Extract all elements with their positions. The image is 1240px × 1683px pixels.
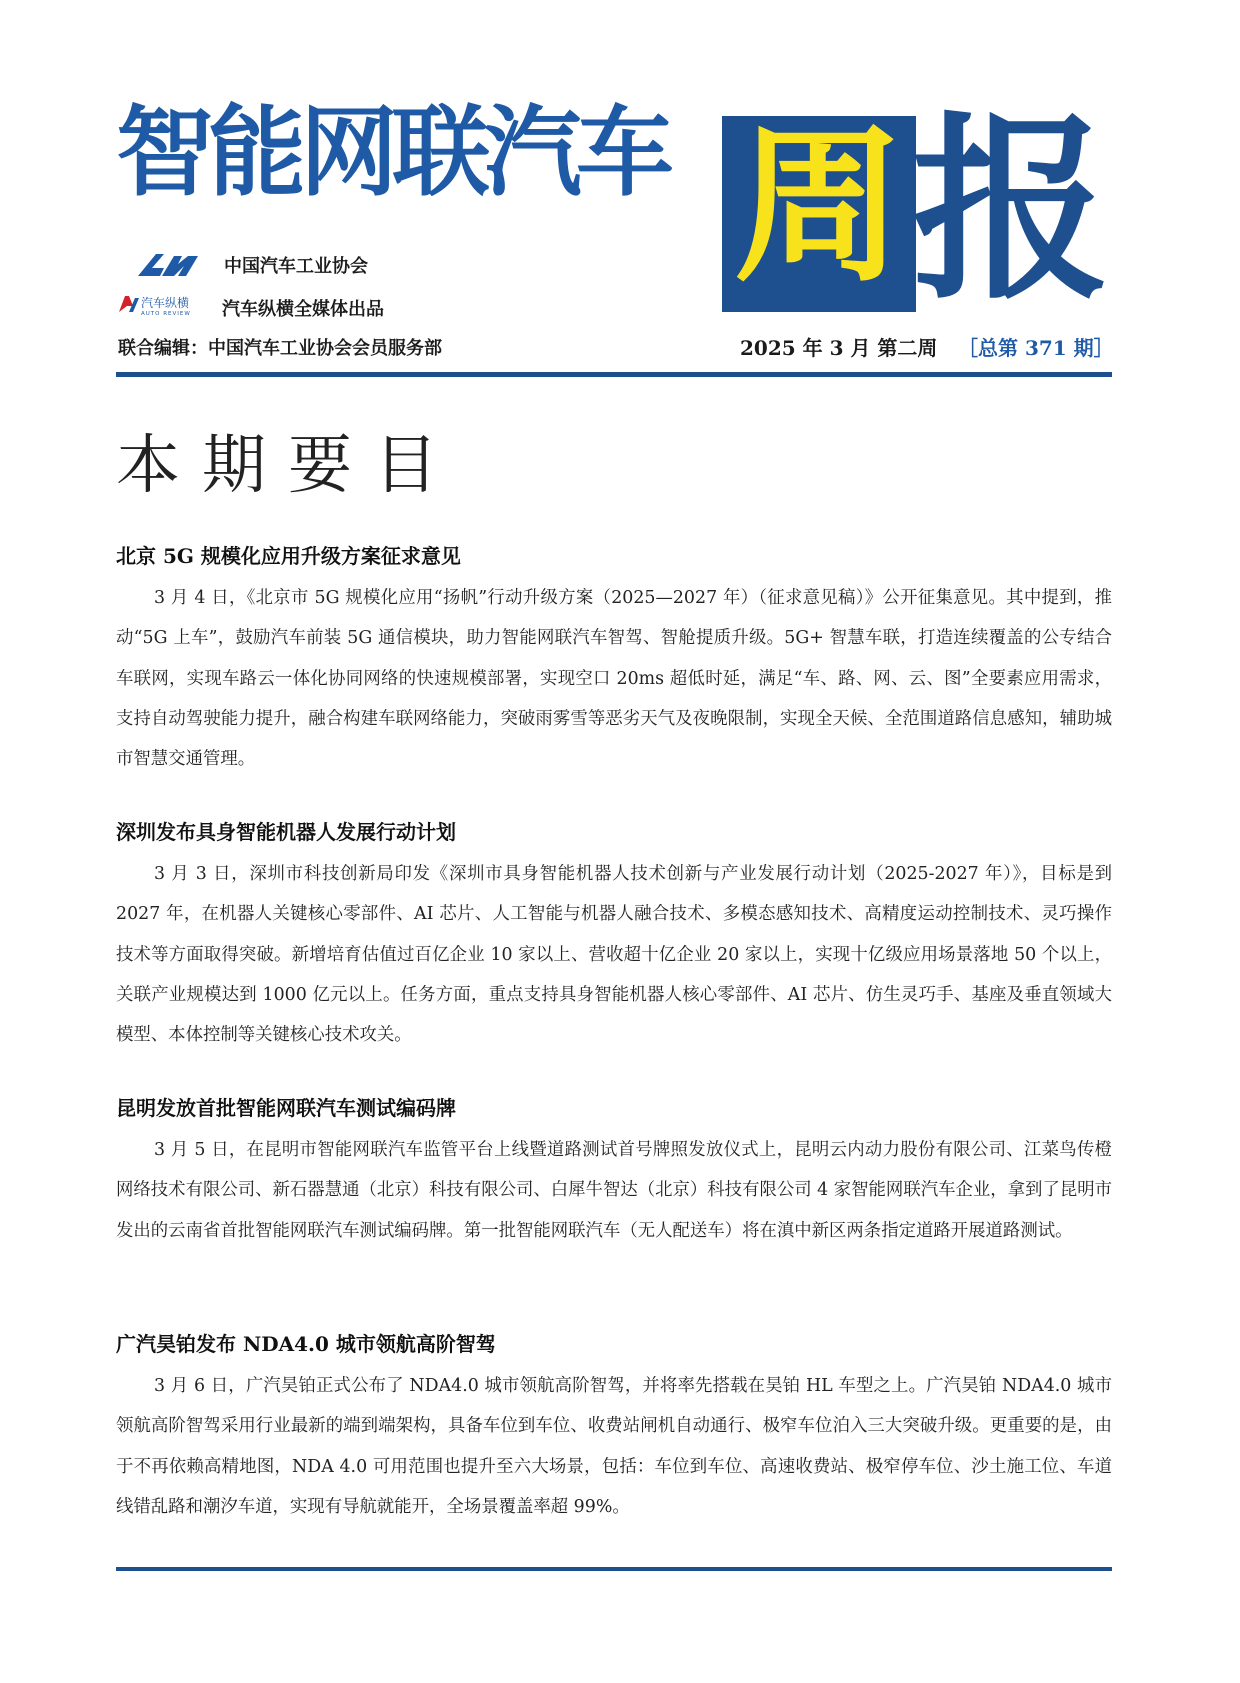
top-divider	[116, 372, 1112, 377]
issue-number: ［总第 371 期］	[958, 336, 1114, 360]
article-body: 3 月 6 日，广汽昊铂正式公布了 NDA4.0 城市领航高阶智驾，并将率先搭载在昊铂 HL 车型之上。广汽昊铂 NDA4.0 城市领航高阶智驾采用行业最新的端到端架构，具备车位到车位、收费站闸机自动通行、极窄车位泊入三大突破升级。更重要的是，由于不再依赖高精地图，NDA 4.0 可用范围也提升至六大场景，包括：车位到车位、高速收费站、极窄停车位、沙土施工位、车道线错乱路和潮汐车道，实现有导航就能开，全场景覆盖率超 99%。	[116, 1376, 1112, 1517]
article-kunming-test-plates	[116, 1092, 1112, 1328]
masthead-zhou-char: 周	[733, 116, 904, 306]
article-headline: 北京 5G 规模化应用升级方案征求意见	[116, 544, 461, 568]
article-body: 3 月 5 日，在昆明市智能网联汽车监管平台上线暨道路测试首号牌照发放仪式上，昆明云内动力股份有限公司、江菜鸟传橙网络技术有限公司、新石器慧通（北京）科技有限公司、白犀牛智达（北京）科技有限公司 4 家智能网联汽车企业，拿到了昆明市发出的云南省首批智能网联汽车测试编码牌。第一批智能网联汽车（无人配送车）将在滇中新区两条指定道路开展道路测试。	[116, 1140, 1113, 1241]
cm-logo	[134, 250, 202, 280]
masthead-zhou-block	[722, 116, 916, 312]
publisher-name: 汽车纵横全媒体出品	[222, 299, 384, 320]
article-headline: 深圳发布具身智能机器人发展行动计划	[116, 820, 456, 844]
article-shenzhen-robot	[116, 816, 1112, 1092]
masthead-bao-char: 报	[912, 95, 1110, 326]
article-gac-nda4	[116, 1328, 1112, 1527]
bottom-divider	[116, 1567, 1112, 1571]
toc-heading: 本期要目	[116, 429, 460, 503]
svg-text:汽车纵横: 汽车纵横	[141, 296, 190, 310]
article-list	[116, 540, 1112, 1527]
article-body: 3 月 3 日，深圳市科技创新局印发《深圳市具身智能机器人技术创新与产业发展行动计划（2025-2027 年）》，目标是到 2027 年，在机器人关键核心零部件、AI 芯片、人工智能与机器人融合技术、多模态感知技术、高精度运动控制技术、灵巧操作技术等方面取得突破。新增培育估值过百亿企业 10 家以上、营收超十亿企业 20 家以上，实现十亿级应用场景落地 50 个以上，关联产业规模达到 1000 亿元以上。任务方面，重点支持具身智能机器人核心零部件、AI 芯片、仿生灵巧手、基座及垂直领域大模型、本体控制等关键核心技术攻关。	[116, 864, 1112, 1046]
svg-text:AUTO REVIEW: AUTO REVIEW	[141, 311, 191, 316]
article-body: 3 月 4 日，《北京市 5G 规模化应用“扬帆”行动升级方案（2025—2027 年）（征求意见稿）》公开征集意见。其中提到，推动“5G 上车”，鼓励汽车前装 5G 通信模块，助力智能网联汽车智驾、智舱提质升级。5G+ 智慧车联，打造连续覆盖的公专结合车联网，实现车路云一体化协同网络的快速规模部署，实现空口 20ms 超低时延，满足“车、路、网、云、图”全要素应用需求，支持自动驾驶能力提升，融合构建车联网络能力，突破雨雾雪等恶劣天气及夜晚限制，实现全天候、全范围道路信息感知，辅助城市智慧交通管理。	[116, 588, 1112, 770]
auto-review-logo	[117, 294, 217, 316]
organizer-name: 中国汽车工业协会	[224, 256, 368, 277]
masthead-title: 智能网联汽车	[116, 96, 669, 210]
issue-date: 2025 年 3 月 第二周	[740, 336, 938, 360]
article-headline: 昆明发放首批智能网联汽车测试编码牌	[116, 1096, 456, 1120]
article-beijing-5g	[116, 540, 1112, 816]
article-headline: 广汽昊铂发布 NDA4.0 城市领航高阶智驾	[116, 1332, 496, 1356]
co-editor: 联合编辑：中国汽车工业协会会员服务部	[118, 338, 442, 359]
